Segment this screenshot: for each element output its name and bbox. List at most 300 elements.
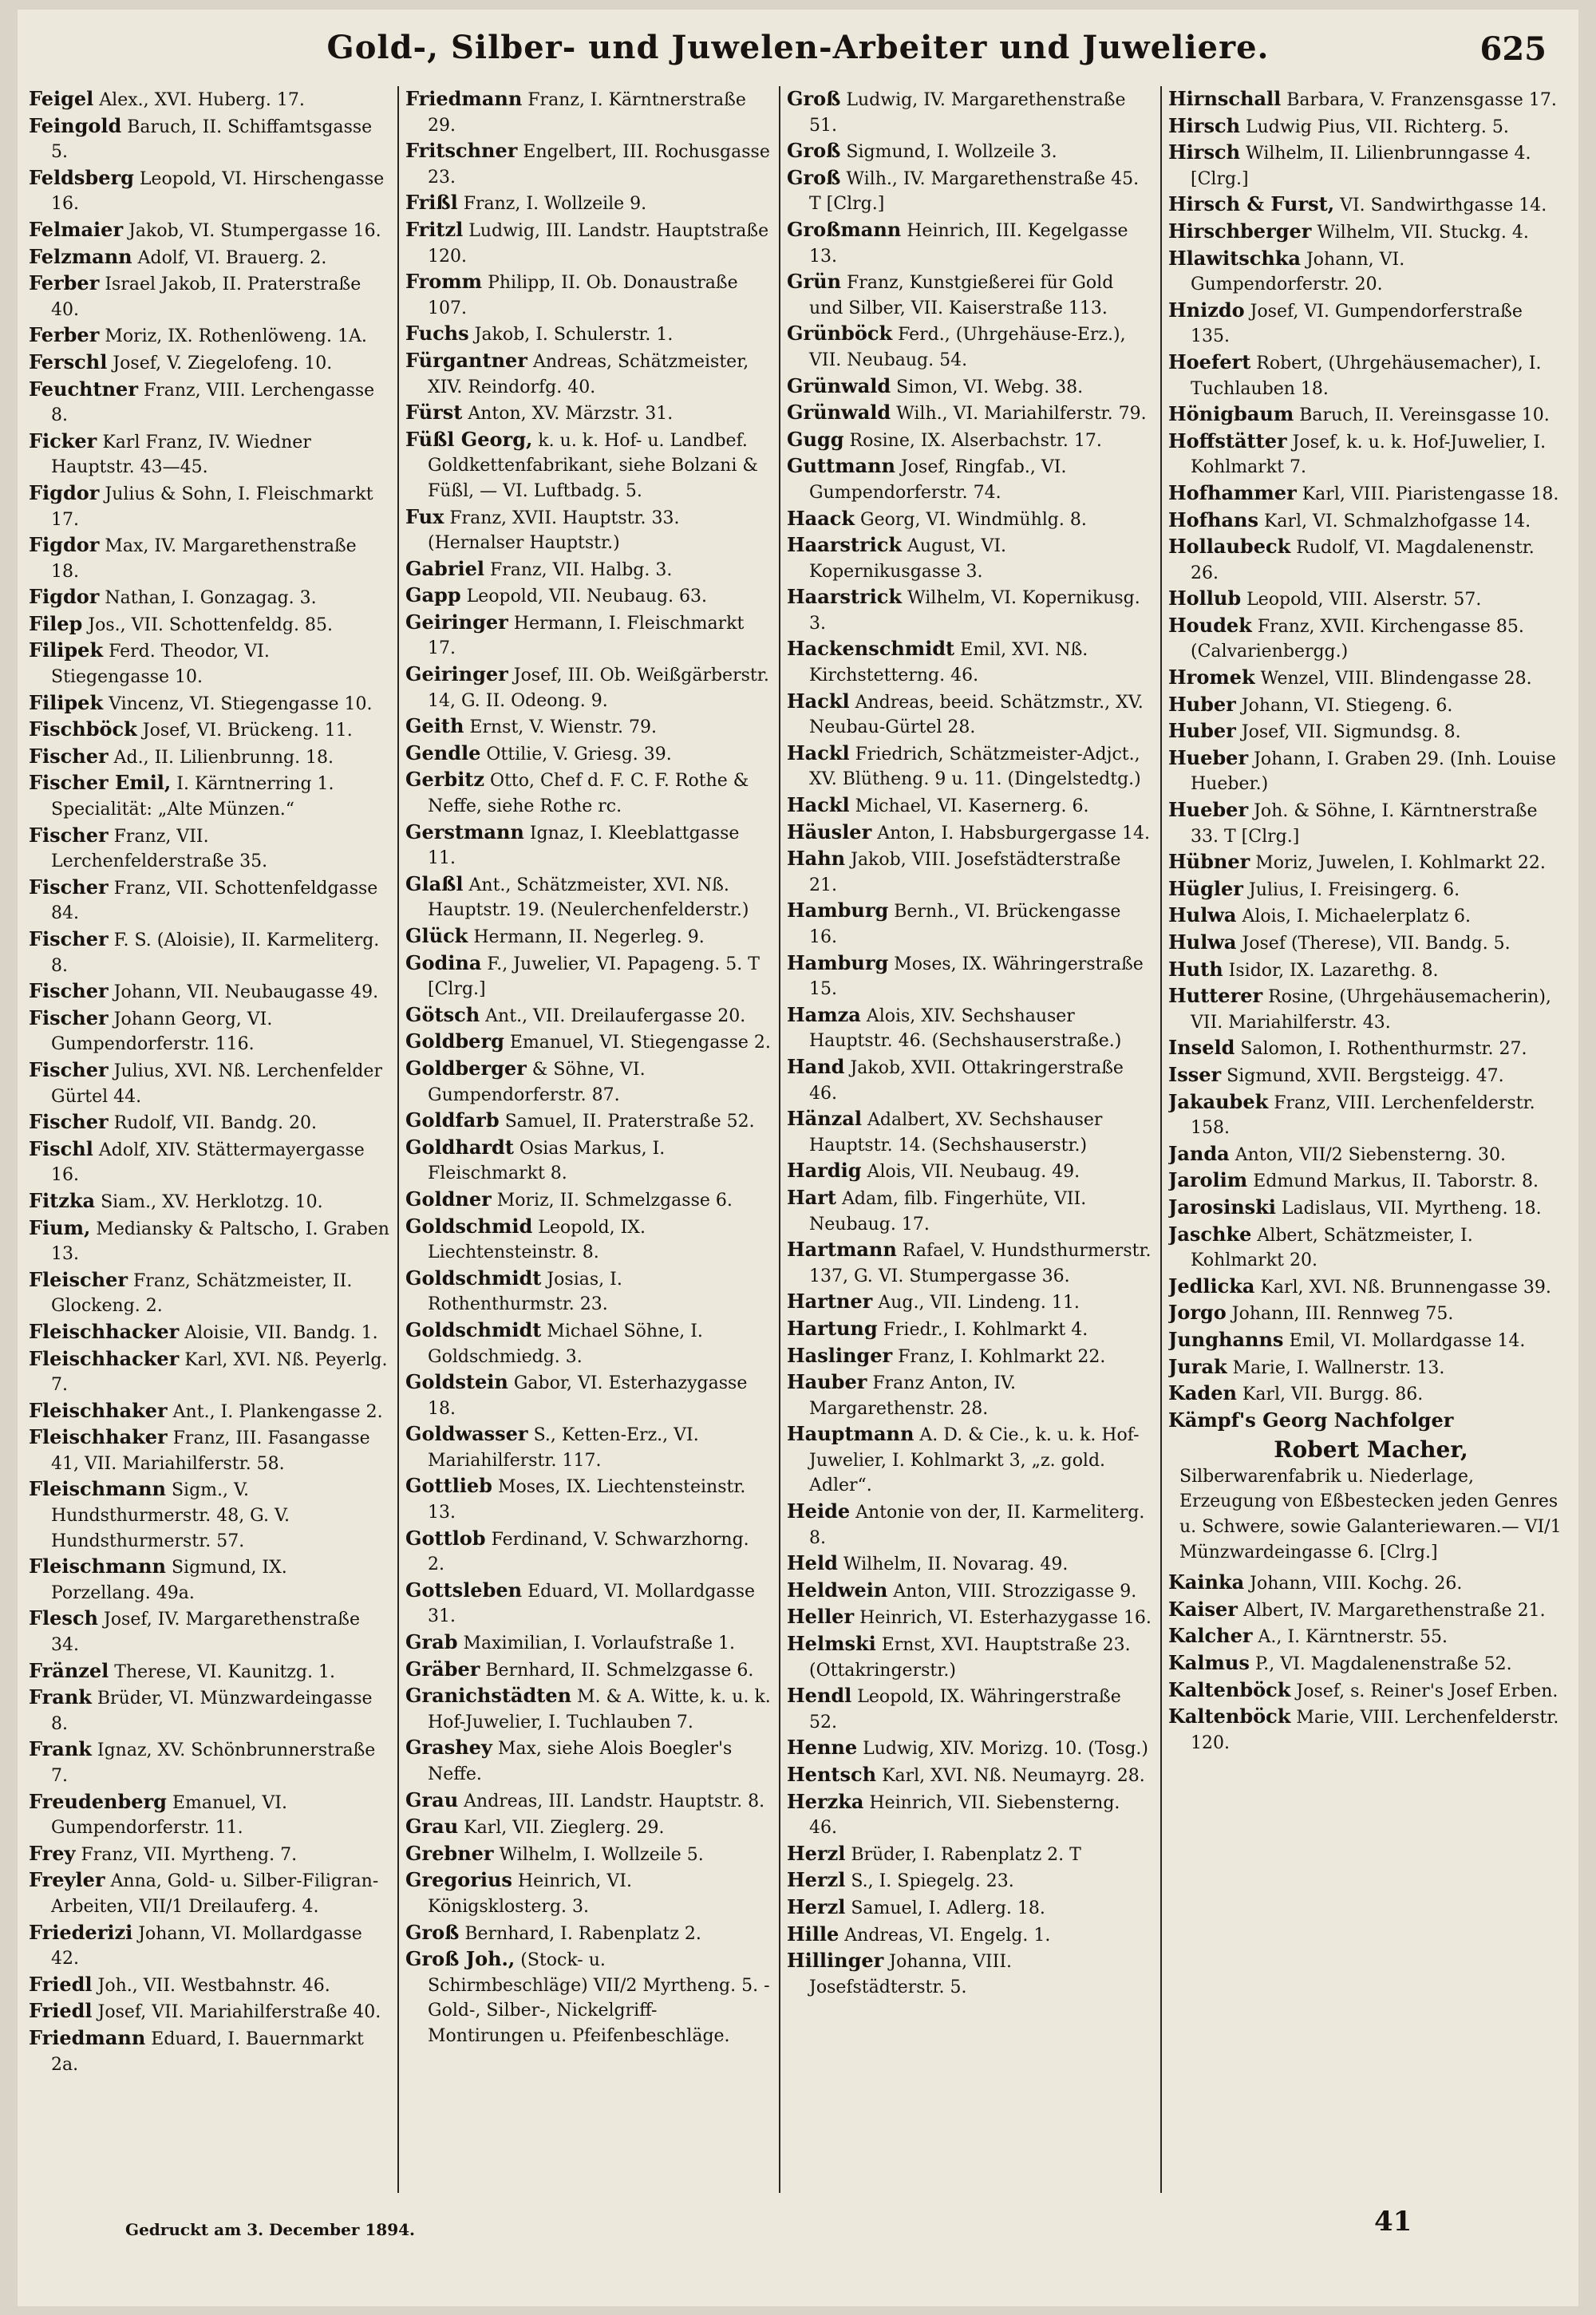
entry-details: Ant., Schätzmeister, XVI. Nß. Hauptstr. 19. (Neulerchenfelderstr.): [428, 875, 749, 921]
entry-name: Grebner: [405, 1841, 494, 1865]
entry-details: Leopold, IX. Liechtensteinstr. 8.: [428, 1217, 646, 1263]
entry-name: Fleischer: [29, 1267, 128, 1291]
column-2: [405, 86, 771, 2193]
entry-details: VI. Sandwirthgasse 14.: [1340, 196, 1547, 216]
entry-details: Johann, VI. Stiegeng. 6.: [1241, 695, 1453, 716]
directory-entry: [1168, 192, 1562, 219]
entry-name: Fleischhaker: [29, 1425, 168, 1449]
entry-name: Goldschmidt: [405, 1317, 542, 1341]
directory-entry: [1168, 1035, 1562, 1062]
entry-name: Herzl: [787, 1894, 846, 1918]
entry-details: Wilhelm, VI. Kopernikusg. 3.: [809, 588, 1140, 634]
entry-name: Janda: [1168, 1141, 1230, 1165]
entry-details: Emanuel, VI. Gumpendorferstr. 11.: [51, 1792, 287, 1839]
entry-details: Karl Franz, IV. Wiedner Hauptstr. 43—45.: [51, 432, 311, 478]
entry-name: Freudenberg: [29, 1789, 167, 1813]
entry-name: Hartmann: [787, 1238, 897, 1262]
entry-name: Fischer: [29, 875, 109, 899]
entry-name: Hübner: [1168, 850, 1250, 874]
entry-details: Ferd. Theodor, VI. Stiegengasse 10.: [51, 642, 270, 688]
entry-details: Josef, III. Ob. Weißgärberstr. 14, G. II. Odeong. 9.: [428, 666, 769, 711]
entry-details: S., Ketten-Erz., VI. Mariahilferstr. 117.: [428, 1425, 699, 1471]
entry-details: Moriz, II. Schmelzgasse 6.: [496, 1190, 733, 1211]
directory-entry: [405, 556, 771, 583]
directory-entry: [405, 1578, 771, 1630]
entry-name: Feldsberg: [29, 165, 134, 189]
directory-entry: [405, 713, 771, 741]
entry-details: Josef, VI. Brückeng. 11.: [142, 721, 353, 741]
directory-entry: [787, 1421, 1152, 1499]
directory-entry: [29, 1920, 389, 1972]
directory-entry: [787, 1054, 1152, 1106]
entry-details: Ferd., (Uhrgehäuse-Erz.), VII. Neubaug. 54.: [809, 325, 1126, 370]
directory-entry: [787, 373, 1152, 401]
entry-details: Jakob, VI. Stumpergasse 16.: [128, 220, 381, 241]
entry-name: Hackenschmidt: [787, 637, 955, 661]
directory-entry: [787, 1158, 1152, 1185]
entry-details: Franz, III. Fasangasse 41, VII. Mariahilferstr. 58.: [51, 1428, 370, 1474]
entry-details: Engelbert, III. Rochusgasse 23.: [428, 142, 770, 188]
directory-entry: [405, 427, 771, 504]
directory-entry: [787, 1867, 1152, 1894]
entry-details: Samuel, II. Praterstraße 52.: [504, 1112, 755, 1132]
entry-details: Wilhelm, II. Lilienbrunngasse 4. [Clrg.]: [1191, 144, 1531, 189]
directory-entry: [787, 269, 1152, 321]
column-divider: [1160, 86, 1162, 2193]
directory-entry: [405, 871, 771, 923]
entry-name: Hulwa: [1168, 930, 1237, 954]
directory-entry: [405, 1657, 771, 1684]
directory-entry: [405, 662, 771, 713]
directory-entry: [405, 923, 771, 950]
entry-details: Leopold, VII. Neubaug. 63.: [466, 587, 708, 607]
entry-details: Franz, VII. Lerchenfelderstraße 35.: [51, 826, 268, 872]
entry-name: Hlawitschka: [1168, 246, 1301, 270]
entry-name: Fromm: [405, 270, 483, 294]
directory-entry: [1168, 1062, 1562, 1089]
entry-name: Groß: [405, 1920, 460, 1944]
directory-entry: [1168, 1408, 1562, 1435]
entry-name: Hille: [787, 1922, 839, 1946]
directory-entry: [29, 1267, 389, 1319]
directory-entry: [787, 741, 1152, 792]
entry-details: Baruch, II. Vereinsgasse 10.: [1299, 405, 1550, 426]
directory-entry: [1168, 429, 1562, 480]
entry-name: Götsch: [405, 1002, 480, 1026]
entry-name: Gregorius: [405, 1868, 512, 1892]
entry-name: Hönigbaum: [1168, 402, 1294, 426]
directory-entry: [405, 950, 771, 1002]
entry-details: Ludwig, IV. Margarethenstraße 51.: [809, 90, 1126, 136]
directory-entry: [787, 1369, 1152, 1421]
entry-name: Grab: [405, 1630, 458, 1654]
entry-name: Feuchtner: [29, 377, 138, 401]
entry-details: Josef, V. Ziegelofeng. 10.: [113, 353, 333, 373]
directory-entry: [787, 898, 1152, 950]
entry-details: Josef, k. u. k. Hof-Juwelier, I. Kohlmarkt 7.: [1191, 432, 1547, 478]
entry-details: Bernh., VI. Brückengasse 16.: [809, 902, 1121, 947]
entry-details: Rudolf, VI. Magdalenenstr. 26.: [1191, 538, 1535, 583]
entry-details: Franz, VII. Myrtheng. 7.: [81, 1844, 298, 1865]
directory-entry: [405, 1683, 771, 1735]
entry-details: Karl, XVI. Nß. Neumayrg. 28.: [882, 1766, 1145, 1786]
entry-name: Kainka: [1168, 1570, 1245, 1594]
directory-entry: [787, 321, 1152, 373]
directory-entry: [787, 1343, 1152, 1370]
entry-name: Haslinger: [787, 1343, 893, 1367]
directory-entry: [1168, 298, 1562, 350]
entry-details: Franz, I. Wollzeile 9.: [463, 194, 647, 215]
entry-name: Grün: [787, 270, 842, 294]
directory-entry: [787, 1316, 1152, 1343]
directory-entry: [29, 2025, 389, 2077]
entry-details: Salomon, I. Rothenthurmstr. 27.: [1240, 1039, 1527, 1060]
entry-name: Jarosinski: [1168, 1195, 1276, 1219]
directory-entry: [29, 1685, 389, 1736]
entry-name: Goldwasser: [405, 1422, 528, 1446]
entry-name: Hentsch: [787, 1763, 877, 1786]
entry-name: Hutterer: [1168, 984, 1263, 1008]
entry-name: Hackl: [787, 793, 850, 817]
entry-name: Fischböck: [29, 717, 137, 741]
entry-name: Kämpf's Georg Nachfolger: [1168, 1408, 1454, 1432]
directory-entry: [29, 823, 389, 875]
directory-entry: [787, 427, 1152, 454]
entry-name: Gerstmann: [405, 820, 524, 843]
page-footer: [18, 2204, 1578, 2252]
entry-name: Hueber: [1168, 798, 1249, 822]
entry-details: Adam, filb. Fingerhüte, VII. Neubaug. 17.: [809, 1188, 1087, 1235]
directory-entry: [405, 1421, 771, 1473]
directory-entry: [1168, 113, 1562, 140]
directory-entry: [405, 1735, 771, 1787]
entry-details: Alois, XIV. Sechshauser Hauptstr. 46. (Sechshauserstraße.): [809, 1005, 1122, 1052]
entry-details: Karl, XVI. Nß. Peyerlg. 7.: [51, 1349, 388, 1396]
directory-entry: [1168, 1222, 1562, 1274]
directory-entry: [405, 1002, 771, 1029]
entry-details: Josias, I. Rothenthurmstr. 23.: [428, 1269, 622, 1315]
entry-name: Fritzl: [405, 217, 464, 241]
entry-details: Franz, VII. Halbg. 3.: [489, 559, 673, 580]
entry-details: Heinrich, VI. Königsklosterg. 3.: [428, 1871, 632, 1917]
entry-details: Jos., VII. Schottenfeldg. 85.: [88, 614, 333, 635]
directory-entry: [1168, 613, 1562, 665]
directory-entry: [29, 1998, 389, 2025]
entry-details: Heinrich, VI. Esterhazygasse 16.: [859, 1608, 1152, 1629]
entry-details: Johann, VII. Neubaugasse 49.: [113, 982, 379, 1003]
entry-details: Josef, VII. Sigmundsg. 8.: [1241, 722, 1461, 743]
directory-entry: [29, 1789, 389, 1841]
entry-details: Brüder, I. Rabenplatz 2. T: [851, 1844, 1081, 1865]
directory-entry: [29, 926, 389, 978]
entry-name: Hillinger: [787, 1949, 884, 1973]
entry-details: Andreas, III. Landstr. Hauptstr. 8.: [464, 1791, 765, 1811]
entry-name: Felzmann: [29, 244, 132, 268]
entry-details: Wilh., VI. Mariahilferstr. 79.: [896, 404, 1147, 425]
entry-name: Glaßl: [405, 871, 464, 895]
entry-name: Hirsch & Furst,: [1168, 192, 1335, 216]
directory-entry: [29, 377, 389, 429]
directory-entry: [405, 190, 771, 217]
entry-name: Ferschl: [29, 350, 108, 373]
entry-name: Haarstrick: [787, 533, 903, 557]
entry-name: Hofhans: [1168, 508, 1258, 531]
column-3: [787, 86, 1152, 2193]
directory-entry: [405, 1056, 771, 1108]
directory-entry: [405, 1526, 771, 1578]
entry-name: Huth: [1168, 957, 1223, 981]
entry-details: Albert, IV. Margarethenstraße 21.: [1242, 1600, 1546, 1621]
entry-name: Hueber: [1168, 745, 1249, 769]
entry-name: Filipek: [29, 690, 104, 714]
entry-name: Fischl: [29, 1136, 93, 1160]
entry-name: Hauptmann: [787, 1422, 915, 1446]
entry-details: Emanuel, VI. Stiegengasse 2.: [509, 1033, 771, 1053]
entry-name: Herzl: [787, 1841, 846, 1865]
entry-details: Franz, XVII. Hauptstr. 33. (Hernalser Hauptstr.): [428, 508, 680, 554]
entry-name: Hulwa: [1168, 903, 1237, 927]
column-1: [29, 86, 389, 2193]
entry-name: Gottsleben: [405, 1578, 523, 1602]
entry-details: Ferdinand, V. Schwarzhorng. 2.: [428, 1529, 749, 1575]
directory-entry: [29, 429, 389, 480]
directory-entry: [1168, 692, 1562, 719]
entry-name: Haack: [787, 506, 855, 530]
entry-name: Goldschmidt: [405, 1266, 542, 1290]
entry-details: F. S. (Aloisie), II. Karmeliterg. 8.: [51, 930, 380, 976]
entry-name: Felmaier: [29, 217, 124, 241]
directory-entry: [787, 1735, 1152, 1762]
entry-details: Sigm., V. Hundsthurmerstr. 48, G. V. Hundsthurmerstr. 57.: [51, 1480, 290, 1551]
entry-details: Alois, VII. Neubaug. 49.: [867, 1162, 1080, 1183]
entry-name: Frey: [29, 1841, 76, 1865]
entry-name: Groß: [787, 87, 841, 110]
entry-details: Ad., II. Lilienbrunng. 18.: [113, 747, 334, 768]
entry-details: Gabor, VI. Esterhazygasse 18.: [428, 1373, 748, 1419]
entry-name: Kalcher: [1168, 1624, 1253, 1648]
entry-details: Rafael, V. Hundsthurmerstr. 137, G. VI. Stumpergasse 36.: [809, 1241, 1152, 1286]
entry-name: Fischer: [29, 744, 109, 768]
entry-name: Isser: [1168, 1062, 1222, 1086]
entry-name: Grünwald: [787, 373, 891, 397]
entry-details: Bernhard, I. Rabenplatz 2.: [464, 1923, 701, 1944]
entry-details: Jakob, VIII. Josefstädterstraße 21.: [809, 850, 1121, 895]
entry-details: I. Kärntnerring 1. Specialität: „Alte Münzen.“: [51, 774, 334, 820]
directory-entry: [1168, 246, 1562, 298]
entry-details: Michael, VI. Kasernerg. 6.: [855, 796, 1089, 817]
entry-name: Frank: [29, 1737, 92, 1761]
entry-name: Goldstein: [405, 1370, 508, 1394]
entry-name: Fleischmann: [29, 1477, 166, 1501]
directory-entry: [29, 165, 389, 217]
entry-name: Filipek: [29, 638, 104, 662]
entry-details: Franz, VIII. Lerchengasse 8.: [51, 380, 375, 426]
entry-details: Moses, IX. Liechtensteinstr. 13.: [428, 1477, 746, 1523]
entry-name: Hnizdo: [1168, 298, 1245, 322]
entry-name: Helmski: [787, 1632, 876, 1656]
entry-details: S., I. Spiegelg. 23.: [851, 1871, 1014, 1892]
entry-details: Alois, I. Michaelerplatz 6.: [1242, 907, 1472, 927]
entry-name: Friedmann: [29, 2025, 146, 2049]
entry-details: Ant., I. Plankengasse 2.: [172, 1401, 383, 1422]
entry-name: Junghanns: [1168, 1327, 1284, 1351]
entry-details: Josef, Ringfab., VI. Gumpendorferstr. 74.: [809, 457, 1067, 503]
entry-details: A. D. & Cie., k. u. k. Hof-Juwelier, I. Kohlmarkt 3, „z. gold. Adler“.: [809, 1425, 1140, 1496]
entry-name: Frißl: [405, 191, 458, 215]
entry-details: Rosine, (Uhrgehäusemacherin), VII. Mariahilferstr. 43.: [1191, 987, 1551, 1033]
entry-name: Hamburg: [787, 950, 889, 974]
entry-details: Therese, VI. Kaunitzg. 1.: [114, 1661, 335, 1682]
entry-name: Grünböck: [787, 322, 893, 346]
entry-details: Philipp, II. Ob. Donaustraße 107.: [428, 273, 738, 318]
directory-entry: [787, 532, 1152, 584]
entry-details: Franz, VII. Schottenfeldgasse 84.: [51, 878, 378, 924]
directory-entry: [787, 506, 1152, 533]
entry-name: Jarolim: [1168, 1168, 1248, 1192]
entry-details: Hermann, II. Negerleg. 9.: [473, 927, 705, 947]
entry-details: Anna, Gold- u. Silber-Filigran-Arbeiten, VII/1 Dreilauferg. 4.: [51, 1871, 379, 1917]
entry-details: Aug., VII. Lindeng. 11.: [878, 1293, 1080, 1314]
entry-details: Anton, VII/2 Siebensterng. 30.: [1235, 1144, 1506, 1165]
entry-name: Feingold: [29, 113, 122, 137]
entry-name: Friedl: [29, 1999, 93, 2023]
directory-entry: [1168, 350, 1562, 401]
directory-entry: [1168, 849, 1562, 876]
entry-details: Andreas, Schätzmeister, XIV. Reindorfg. 40.: [428, 351, 749, 397]
directory-entry: [787, 689, 1152, 741]
entry-name: Guttmann: [787, 454, 895, 478]
entry-details: Ludwig, XIV. Morizg. 10. (Tosg.): [863, 1739, 1149, 1760]
entry-name: Jakaubek: [1168, 1089, 1269, 1113]
entry-name: Hart: [787, 1185, 836, 1209]
directory-entry: [1168, 797, 1562, 849]
directory-entry: [787, 1237, 1152, 1289]
entry-details: Moriz, Juwelen, I. Kohlmarkt 22.: [1255, 853, 1546, 874]
entry-details: F., Juwelier, VI. Papageng. 5. T [Clrg.]: [428, 954, 760, 1000]
entry-name: Filep: [29, 611, 83, 635]
entry-details: Isidor, IX. Lazarethg. 8.: [1228, 960, 1439, 981]
entry-details: Karl, XVI. Nß. Brunnengasse 39.: [1260, 1277, 1551, 1298]
entry-details: Robert, (Uhrgehäusemacher), I. Tuchlauben 18.: [1191, 353, 1542, 399]
entry-details: Nathan, I. Gonzagag. 3.: [105, 588, 317, 609]
directory-columns: [29, 86, 1562, 2193]
entry-details: Franz, Kunstgießerei für Gold und Silber, VII. Kaiserstraße 113.: [809, 273, 1114, 318]
entry-name: Hendl: [787, 1684, 852, 1708]
entry-details: Rosine, IX. Alserbachstr. 17.: [849, 430, 1102, 451]
entry-details: Ladislaus, VII. Myrtheng. 18.: [1281, 1198, 1542, 1219]
entry-name: Grashey: [405, 1736, 492, 1760]
entry-name: Hoefert: [1168, 350, 1251, 373]
directory-entry: [1168, 508, 1562, 535]
entry-name: Houdek: [1168, 613, 1252, 637]
directory-entry: [405, 400, 771, 427]
entry-name: Häusler: [787, 820, 872, 843]
entry-details: Karl, VII. Burgg. 86.: [1242, 1385, 1424, 1405]
entry-details: Sigmund, I. Wollzeile 3.: [846, 142, 1057, 163]
entry-details: Osias Markus, I. Fleischmarkt 8.: [428, 1138, 666, 1184]
entry-name: Hollub: [1168, 587, 1242, 610]
entry-details: (Stock- u. Schirmbeschläge) VII/2 Myrtheng. 5. -Gold-, Silber-, Nickelgriff-Montirungen u. Pfeifenbeschläge.: [428, 1950, 770, 2046]
entry-name: Hauber: [787, 1370, 867, 1394]
directory-entry: [405, 767, 771, 819]
entry-details: Adalbert, XV. Sechshauser Hauptstr. 14. (Sechshauserstr.): [809, 1110, 1103, 1156]
entry-name: Glück: [405, 924, 468, 947]
entry-name: Jaschke: [1168, 1222, 1252, 1246]
entry-name: Frank: [29, 1685, 92, 1709]
entry-details: Moriz, IX. Rothenlöweng. 1A.: [105, 326, 367, 347]
directory-entry: [29, 1736, 389, 1788]
entry-name: Hänzal: [787, 1107, 862, 1131]
directory-entry: [29, 584, 389, 611]
column-divider: [779, 86, 780, 2193]
entry-details: Josef, VII. Mariahilferstraße 40.: [97, 2002, 381, 2023]
directory-entry: [29, 717, 389, 744]
entry-name: Granichstädten: [405, 1684, 572, 1708]
directory-entry: [405, 820, 771, 871]
directory-entry: [787, 846, 1152, 898]
entry-name: Geiringer: [405, 610, 508, 634]
directory-entry: [29, 978, 389, 1005]
entry-details: Friedrich, Schätzmeister-Adjct., XV. Blütheng. 9 u. 11. (Dingelstedtg.): [809, 744, 1141, 790]
entry-name: Hofhammer: [1168, 480, 1297, 504]
entry-details: Wenzel, VIII. Blindengasse 28.: [1260, 669, 1532, 689]
entry-name: Figdor: [29, 585, 100, 609]
directory-entry: [405, 1630, 771, 1657]
entry-name: Geith: [405, 714, 464, 738]
directory-entry: [29, 1658, 389, 1685]
page-number: 625: [1479, 30, 1547, 68]
entry-name: Fischer: [29, 927, 109, 950]
directory-entry: [405, 1841, 771, 1868]
entry-name: Freyler: [29, 1868, 105, 1892]
directory-entry: [787, 1894, 1152, 1922]
page-title: Gold-, Silber- und Juwelen-Arbeiter und Juweliere.: [326, 29, 1270, 66]
entry-name: Flesch: [29, 1606, 98, 1630]
entry-details: Josef, IV. Margarethenstraße 34.: [51, 1610, 361, 1656]
entry-name: Gapp: [405, 583, 461, 607]
entry-name: Fischer Emil,: [29, 771, 172, 795]
directory-entry: [787, 1289, 1152, 1316]
entry-name: Fuchs: [405, 322, 469, 346]
entry-name: Gabriel: [405, 556, 484, 580]
directory-entry: [1168, 1354, 1562, 1381]
sheet-number: 41: [1374, 2206, 1412, 2238]
directory-entry: [787, 636, 1152, 688]
entry-details: Jakob, I. Schulerstr. 1.: [474, 325, 674, 346]
entry-name: Hügler: [1168, 876, 1243, 900]
entry-name: Grau: [405, 1815, 459, 1839]
directory-entry: [29, 1554, 389, 1606]
directory-entry: [1168, 1570, 1562, 1597]
directory-entry: [405, 1214, 771, 1266]
directory-entry: [1168, 401, 1562, 429]
directory-entry: [1168, 745, 1562, 797]
entry-name: Kaltenböck: [1168, 1705, 1291, 1728]
entry-details: Leopold, IX. Währingerstraße 52.: [809, 1687, 1121, 1732]
entry-name: Fleischhacker: [29, 1346, 180, 1370]
directory-entry: [405, 1867, 771, 1919]
entry-name: Gräber: [405, 1657, 480, 1681]
entry-details: Heinrich, VII. Siebensterng. 46.: [809, 1792, 1120, 1839]
entry-name: Fränzel: [29, 1658, 109, 1682]
entry-name: Fischer: [29, 1057, 109, 1081]
entry-details: Franz, XVII. Kirchengasse 85. (Calvarienbergg.): [1191, 616, 1524, 662]
entry-details: Joh., VII. Westbahnstr. 46.: [97, 1975, 330, 1996]
directory-entry: [787, 792, 1152, 820]
directory-entry: [405, 1473, 771, 1525]
entry-details: Johann, VIII. Kochg. 26.: [1250, 1574, 1463, 1594]
entry-details: Mediansky & Paltscho, I. Graben 13.: [51, 1219, 389, 1265]
